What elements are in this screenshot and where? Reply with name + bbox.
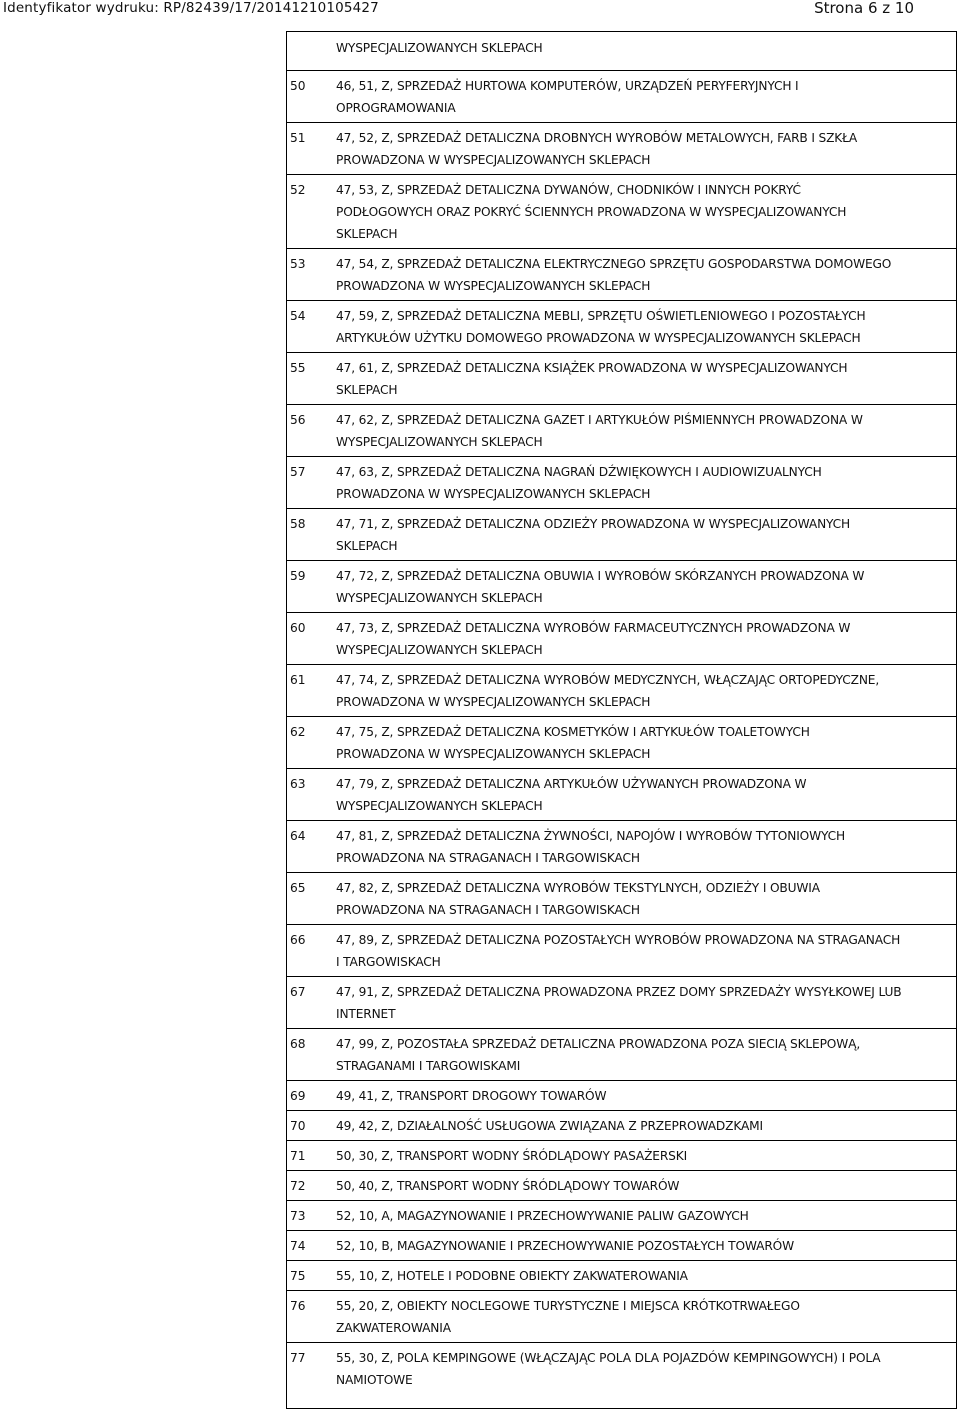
table-row [287,1171,956,1201]
table-row [287,175,956,249]
row-number: 62 [290,725,306,739]
table-row [287,873,956,925]
row-description-line: 47, 63, Z, SPRZEDAŻ DETALICZNA NAGRAŃ DŹWIĘKOWYCH I AUDIOWIZUALNYCH [336,465,822,479]
table-row [287,353,956,405]
row-description-line: OPROGRAMOWANIA [336,101,456,115]
table-row [287,1261,956,1291]
row-number: 56 [290,413,306,427]
row-description-line: 47, 89, Z, SPRZEDAŻ DETALICZNA POZOSTAŁYCH WYROBÓW PROWADZONA NA STRAGANACH [336,933,901,947]
pkd-table [286,31,957,1409]
row-number: 57 [290,465,306,479]
row-description-line: 49, 41, Z, TRANSPORT DROGOWY TOWARÓW [336,1089,607,1103]
row-description-line: 47, 79, Z, SPRZEDAŻ DETALICZNA ARTYKUŁÓW UŻYWANYCH PROWADZONA W [336,777,807,791]
row-number: 68 [290,1037,306,1051]
row-number: 59 [290,569,306,583]
row-description-line: 47, 71, Z, SPRZEDAŻ DETALICZNA ODZIEŻY PROWADZONA W WYSPECJALIZOWANYCH [336,517,851,531]
table-row [287,509,956,561]
row-description-line: STRAGANAMI I TARGOWISKAMI [336,1059,521,1073]
row-number: 66 [290,933,306,947]
row-number: 61 [290,673,306,687]
row-description-line: 47, 81, Z, SPRZEDAŻ DETALICZNA ŻYWNOŚCI, NAPOJÓW I WYROBÓW TYTONIOWYCH [336,829,846,843]
row-description-line: PROWADZONA NA STRAGANACH I TARGOWISKACH [336,903,640,917]
row-description-line: 52, 10, B, MAGAZYNOWANIE I PRZECHOWYWANIE POZOSTAŁYCH TOWARÓW [336,1239,795,1253]
row-description-line: 47, 72, Z, SPRZEDAŻ DETALICZNA OBUWIA I WYROBÓW SKÓRZANYCH PROWADZONA W [336,569,865,583]
row-description-line: 47, 52, Z, SPRZEDAŻ DETALICZNA DROBNYCH WYROBÓW METALOWYCH, FARB I SZKŁA [336,131,858,145]
table-row [287,71,956,123]
row-description-line: 49, 42, Z, DZIAŁALNOŚĆ USŁUGOWA ZWIĄZANA Z PRZEPROWADZKAMI [336,1119,763,1133]
row-description-line: SKLEPACH [336,539,398,553]
row-number: 64 [290,829,306,843]
table-row [287,1343,956,1408]
table-row [287,1231,956,1261]
row-description-line: PROWADZONA W WYSPECJALIZOWANYCH SKLEPACH [336,279,651,293]
row-number: 53 [290,257,306,271]
row-description-line: SKLEPACH [336,383,398,397]
row-description-line: PROWADZONA NA STRAGANACH I TARGOWISKACH [336,851,640,865]
row-description-line: PROWADZONA W WYSPECJALIZOWANYCH SKLEPACH [336,153,651,167]
row-number: 75 [290,1269,306,1283]
row-description-line: 47, 54, Z, SPRZEDAŻ DETALICZNA ELEKTRYCZNEGO SPRZĘTU GOSPODARSTWA DOMOWEGO [336,257,892,271]
row-number: 76 [290,1299,306,1313]
row-number: 52 [290,183,306,197]
table-row [287,249,956,301]
table-row [287,977,956,1029]
row-description-line: 47, 74, Z, SPRZEDAŻ DETALICZNA WYROBÓW MEDYCZNYCH, WŁĄCZAJĄC ORTOPEDYCZNE, [336,673,880,687]
row-number: 54 [290,309,306,323]
row-number: 74 [290,1239,306,1253]
row-description-line: 50, 40, Z, TRANSPORT WODNY ŚRÓDLĄDOWY TOWARÓW [336,1179,680,1193]
row-number: 70 [290,1119,306,1133]
row-description-line: 47, 53, Z, SPRZEDAŻ DETALICZNA DYWANÓW, CHODNIKÓW I INNYCH POKRYĆ [336,183,801,197]
row-description-line: WYSPECJALIZOWANYCH SKLEPACH [336,643,543,657]
page-number: Strona 6 z 10 [814,0,914,17]
row-description-line: 47, 99, Z, POZOSTAŁA SPRZEDAŻ DETALICZNA PROWADZONA POZA SIECIĄ SKLEPOWĄ, [336,1037,861,1051]
row-description-line: I TARGOWISKACH [336,955,441,969]
row-description-line: WYSPECJALIZOWANYCH SKLEPACH [336,591,543,605]
row-number: 58 [290,517,306,531]
row-description-line: ARTYKUŁÓW UŻYTKU DOMOWEGO PROWADZONA W WYSPECJALIZOWANYCH SKLEPACH [336,331,861,345]
table-row [287,405,956,457]
row-number: 67 [290,985,306,999]
row-description-line: 50, 30, Z, TRANSPORT WODNY ŚRÓDLĄDOWY PASAŻERSKI [336,1149,688,1163]
row-description-line: 47, 61, Z, SPRZEDAŻ DETALICZNA KSIĄŻEK PROWADZONA W WYSPECJALIZOWANYCH [336,361,848,375]
row-description-line: 55, 10, Z, HOTELE I PODOBNE OBIEKTY ZAKWATEROWANIA [336,1269,688,1283]
table-row [287,301,956,353]
row-description-line: 47, 62, Z, SPRZEDAŻ DETALICZNA GAZET I ARTYKUŁÓW PIŚMIENNYCH PROWADZONA W [336,413,863,427]
table-row [287,665,956,717]
table-row [287,769,956,821]
row-description-line: PROWADZONA W WYSPECJALIZOWANYCH SKLEPACH [336,487,651,501]
row-number: 55 [290,361,306,375]
table-row [287,1111,956,1141]
table-row [287,717,956,769]
table-row [287,1081,956,1111]
table-row [287,123,956,175]
table-row [287,561,956,613]
row-description-line: SKLEPACH [336,227,398,241]
table-row [287,1029,956,1081]
row-description-line: 47, 59, Z, SPRZEDAŻ DETALICZNA MEBLI, SPRZĘTU OŚWIETLENIOWEGO I POZOSTAŁYCH [336,309,866,323]
row-number: 65 [290,881,306,895]
row-number: 63 [290,777,306,791]
row-description-line: PROWADZONA W WYSPECJALIZOWANYCH SKLEPACH [336,747,651,761]
row-description-line: 47, 91, Z, SPRZEDAŻ DETALICZNA PROWADZONA PRZEZ DOMY SPRZEDAŻY WYSYŁKOWEJ LUB [336,985,902,999]
row-number: 73 [290,1209,306,1223]
row-description-line: 47, 75, Z, SPRZEDAŻ DETALICZNA KOSMETYKÓW I ARTYKUŁÓW TOALETOWYCH [336,725,810,739]
table-row [287,1291,956,1343]
row-description-line: 46, 51, Z, SPRZEDAŻ HURTOWA KOMPUTERÓW, URZĄDZEŃ PERYFERYJNYCH I [336,79,799,93]
row-description: WYSPECJALIZOWANYCH SKLEPACH [336,41,543,55]
row-description-line: WYSPECJALIZOWANYCH SKLEPACH [336,799,543,813]
row-description-line: 47, 73, Z, SPRZEDAŻ DETALICZNA WYROBÓW FARMACEUTYCZNYCH PROWADZONA W [336,621,851,635]
row-description-line: 52, 10, A, MAGAZYNOWANIE I PRZECHOWYWANIE PALIW GAZOWYCH [336,1209,749,1223]
row-number: 72 [290,1179,306,1193]
row-description-line: 55, 20, Z, OBIEKTY NOCLEGOWE TURYSTYCZNE I MIEJSCA KRÓTKOTRWAŁEGO [336,1299,800,1313]
table-row [287,1201,956,1231]
table-row [287,613,956,665]
row-description-line: ZAKWATEROWANIA [336,1321,451,1335]
table-row [287,925,956,977]
print-identifier: Identyfikator wydruku: RP/82439/17/20141210105427 [3,0,379,16]
table-row [287,821,956,873]
row-number: 77 [290,1351,306,1365]
row-description-line: PODŁOGOWYCH ORAZ POKRYĆ ŚCIENNYCH PROWADZONA W WYSPECJALIZOWANYCH [336,205,847,219]
row-description-line: INTERNET [336,1007,396,1021]
row-description-line: 55, 30, Z, POLA KEMPINGOWE (WŁĄCZAJĄC POLA DLA POJAZDÓW KEMPINGOWYCH) I POLA [336,1351,881,1365]
table-row [287,457,956,509]
row-number: 60 [290,621,306,635]
row-description-line: PROWADZONA W WYSPECJALIZOWANYCH SKLEPACH [336,695,651,709]
row-description-line: NAMIOTOWE [336,1373,413,1387]
row-number: 50 [290,79,306,93]
row-number: 51 [290,131,306,145]
row-description-line: 47, 82, Z, SPRZEDAŻ DETALICZNA WYROBÓW TEKSTYLNYCH, ODZIEŻY I OBUWIA [336,881,820,895]
table-row [287,1141,956,1171]
row-number: 69 [290,1089,306,1103]
row-number: 71 [290,1149,306,1163]
row-description-line: WYSPECJALIZOWANYCH SKLEPACH [336,435,543,449]
table-row-continuation [287,32,956,71]
